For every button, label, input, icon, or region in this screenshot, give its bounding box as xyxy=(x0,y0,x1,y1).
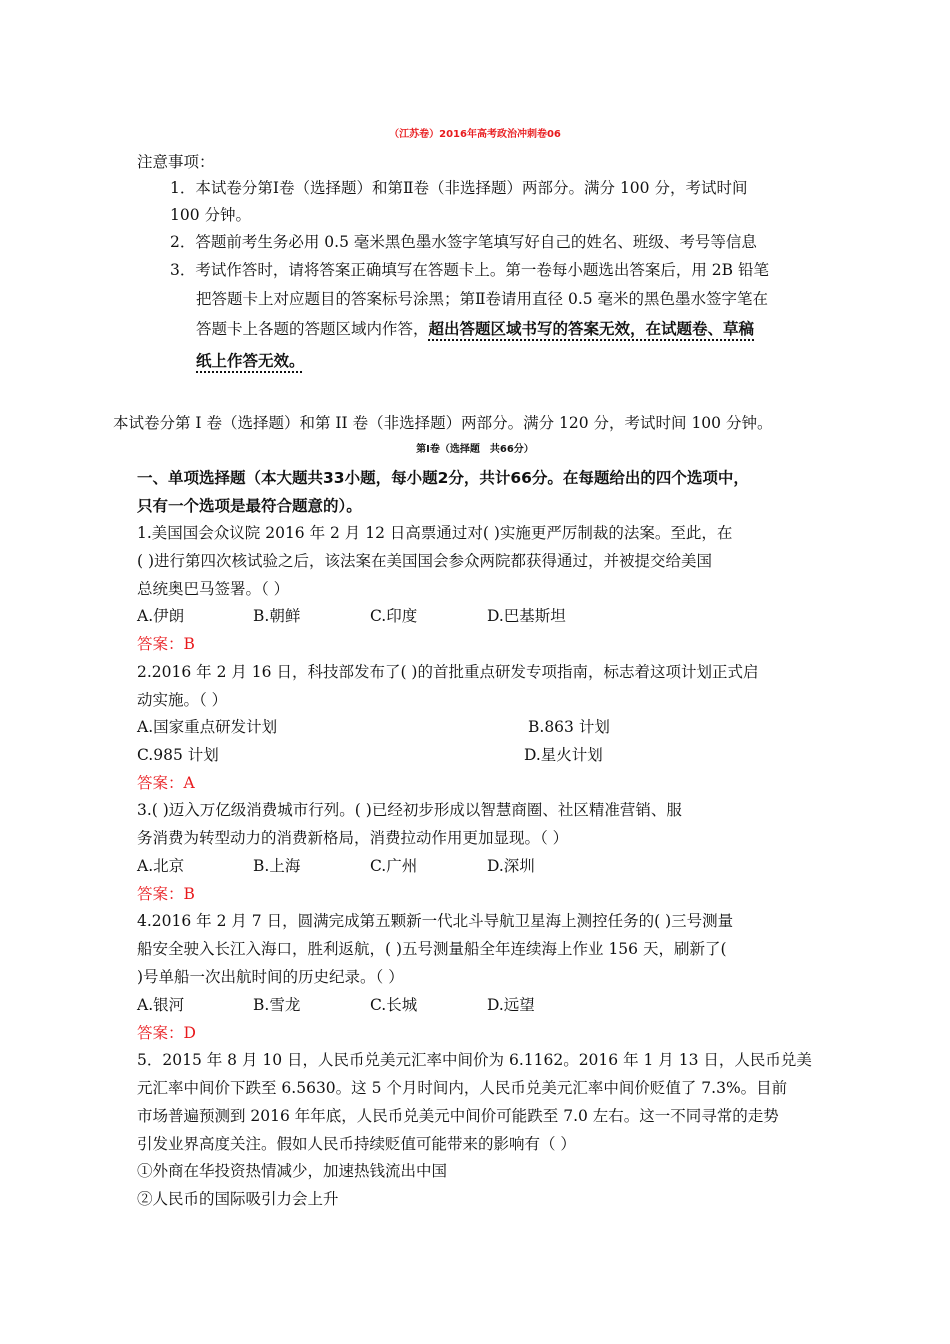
question-1-option-b: B.朝鲜 xyxy=(253,607,301,625)
question-1-line-2: ( )进行第四次核试验之后，该法案在美国国会参众两院都获得通过，并被提交给美国 xyxy=(137,552,713,570)
question-4-answer: 答案：D xyxy=(137,1024,196,1042)
question-4-option-a: A.银河 xyxy=(137,996,185,1014)
notice-plain-text: 答题卡上各题的答题区域内作答， xyxy=(196,320,429,338)
exam-intro: 本试卷分第 I 卷（选择题）和第 II 卷（非选择题）两部分。满分 120 分，考试时间 100 分钟。 xyxy=(113,414,773,432)
question-4-option-b: B.雪龙 xyxy=(253,996,301,1014)
question-4-option-d: D.远望 xyxy=(487,996,535,1014)
question-3-option-a: A.北京 xyxy=(137,857,185,875)
notice-emphasis-end: 纸上作答无效。 xyxy=(196,352,305,370)
question-5-statement-2: ②人民币的国际吸引力会上升 xyxy=(137,1190,339,1208)
question-2-option-c: C.985 计划 xyxy=(137,746,219,764)
question-1-option-d: D.巴基斯坦 xyxy=(487,607,566,625)
question-2-answer: 答案：A xyxy=(137,774,195,792)
question-4-line-1: 4.2016 年 2 月 7 日，圆满完成第五颗新一代北斗导航卫星海上测控任务的( )三号测量 xyxy=(137,912,734,930)
question-2-line-2: 动实施。（ ） xyxy=(137,691,228,709)
question-3-line-2: 务消费为转型动力的消费新格局，消费拉动作用更加显现。（ ） xyxy=(137,829,569,847)
question-5-line-4: 引发业界高度关注。假如人民币持续贬值可能带来的影响有（ ） xyxy=(137,1135,576,1153)
notice-item-3: 3．考试作答时，请将答案正确填写在答题卡上。第一卷每小题选出答案后，用 2B 铅笔 xyxy=(170,261,769,279)
question-1-option-a: A.伊朗 xyxy=(137,607,185,625)
question-5-statement-1: ①外商在华投资热情减少，加速热钱流出中国 xyxy=(137,1162,448,1180)
notice-heading: 注意事项： xyxy=(137,153,215,171)
question-3-option-d: D.深圳 xyxy=(487,857,535,875)
section-heading: 一、单项选择题（本大题共33小题，每小题2分，共计66分。在每题给出的四个选项中， xyxy=(137,469,749,487)
question-2-line-1: 2.2016 年 2 月 16 日，科技部发布了( )的首批重点研发专项指南，标志着这项计划正式启 xyxy=(137,663,759,681)
notice-item-1: 1．本试卷分第Ⅰ卷（选择题）和第Ⅱ卷（非选择题）两部分。满分 100 分，考试时间 xyxy=(170,179,748,197)
question-4-line-3: )号单船一次出航时间的历史纪录。（ ） xyxy=(137,968,404,986)
part-heading: 第Ⅰ卷（选择题 共66分） xyxy=(416,444,534,455)
question-1-option-c: C.印度 xyxy=(370,607,418,625)
notice-item-1-cont: 100 分钟。 xyxy=(170,206,252,224)
question-5-line-3: 市场普遍预测到 2016 年年底，人民币兑美元中间价可能跌至 7.0 左右。这一不同寻常的走势 xyxy=(137,1107,779,1125)
question-3-option-b: B.上海 xyxy=(253,857,301,875)
question-3-answer: 答案：B xyxy=(137,885,195,903)
question-1-line-1: 1.美国国会众议院 2016 年 2 月 12 日高票通过对( )实施更严厉制裁的法案。至此，在 xyxy=(137,524,733,542)
section-heading-cont: 只有一个选项是最符合题意的）。 xyxy=(137,497,362,515)
question-2-option-a: A.国家重点研发计划 xyxy=(137,718,278,736)
question-1-line-3: 总统奥巴马签署。（ ） xyxy=(137,580,290,598)
question-4-line-2: 船安全驶入长江入海口，胜利返航，( )五号测量船全年连续海上作业 156 天，刷新了( xyxy=(137,940,727,958)
notice-item-2: 2．答题前考生务必用 0.5 毫米黑色墨水签字笔填写好自己的姓名、班级、考号等信息 xyxy=(170,233,757,251)
page-title: （江苏卷）2016年高考政治冲刺卷06 xyxy=(389,129,561,140)
question-5-line-1: 5．2015 年 8 月 10 日，人民币兑美元汇率中间价为 6.1162。2016 年 1 月 13 日，人民币兑美 xyxy=(137,1051,812,1069)
question-3-line-1: 3.( )迈入万亿级消费城市行列。( )已经初步形成以智慧商圈、社区精准营销、服 xyxy=(137,801,682,819)
question-5-line-2: 元汇率中间价下跌至 6.5630。这 5 个月时间内，人民币兑美元汇率中间价贬值了 7.3%。目前 xyxy=(137,1079,788,1097)
question-2-option-d: D.星火计划 xyxy=(524,746,603,764)
question-3-option-c: C.广州 xyxy=(370,857,418,875)
notice-item-3-cont: 把答题卡上对应题目的答案标号涂黑；第Ⅱ卷请用直径 0.5 毫米的黑色墨水签字笔在 xyxy=(196,290,769,308)
question-4-option-c: C.长城 xyxy=(370,996,418,1014)
question-1-answer: 答案：B xyxy=(137,635,195,653)
question-2-option-b: B.863 计划 xyxy=(528,718,610,736)
notice-item-3-cont-2 xyxy=(196,319,754,339)
notice-emphasis: 超出答题区域书写的答案无效，在试题卷、草稿 xyxy=(428,320,755,338)
